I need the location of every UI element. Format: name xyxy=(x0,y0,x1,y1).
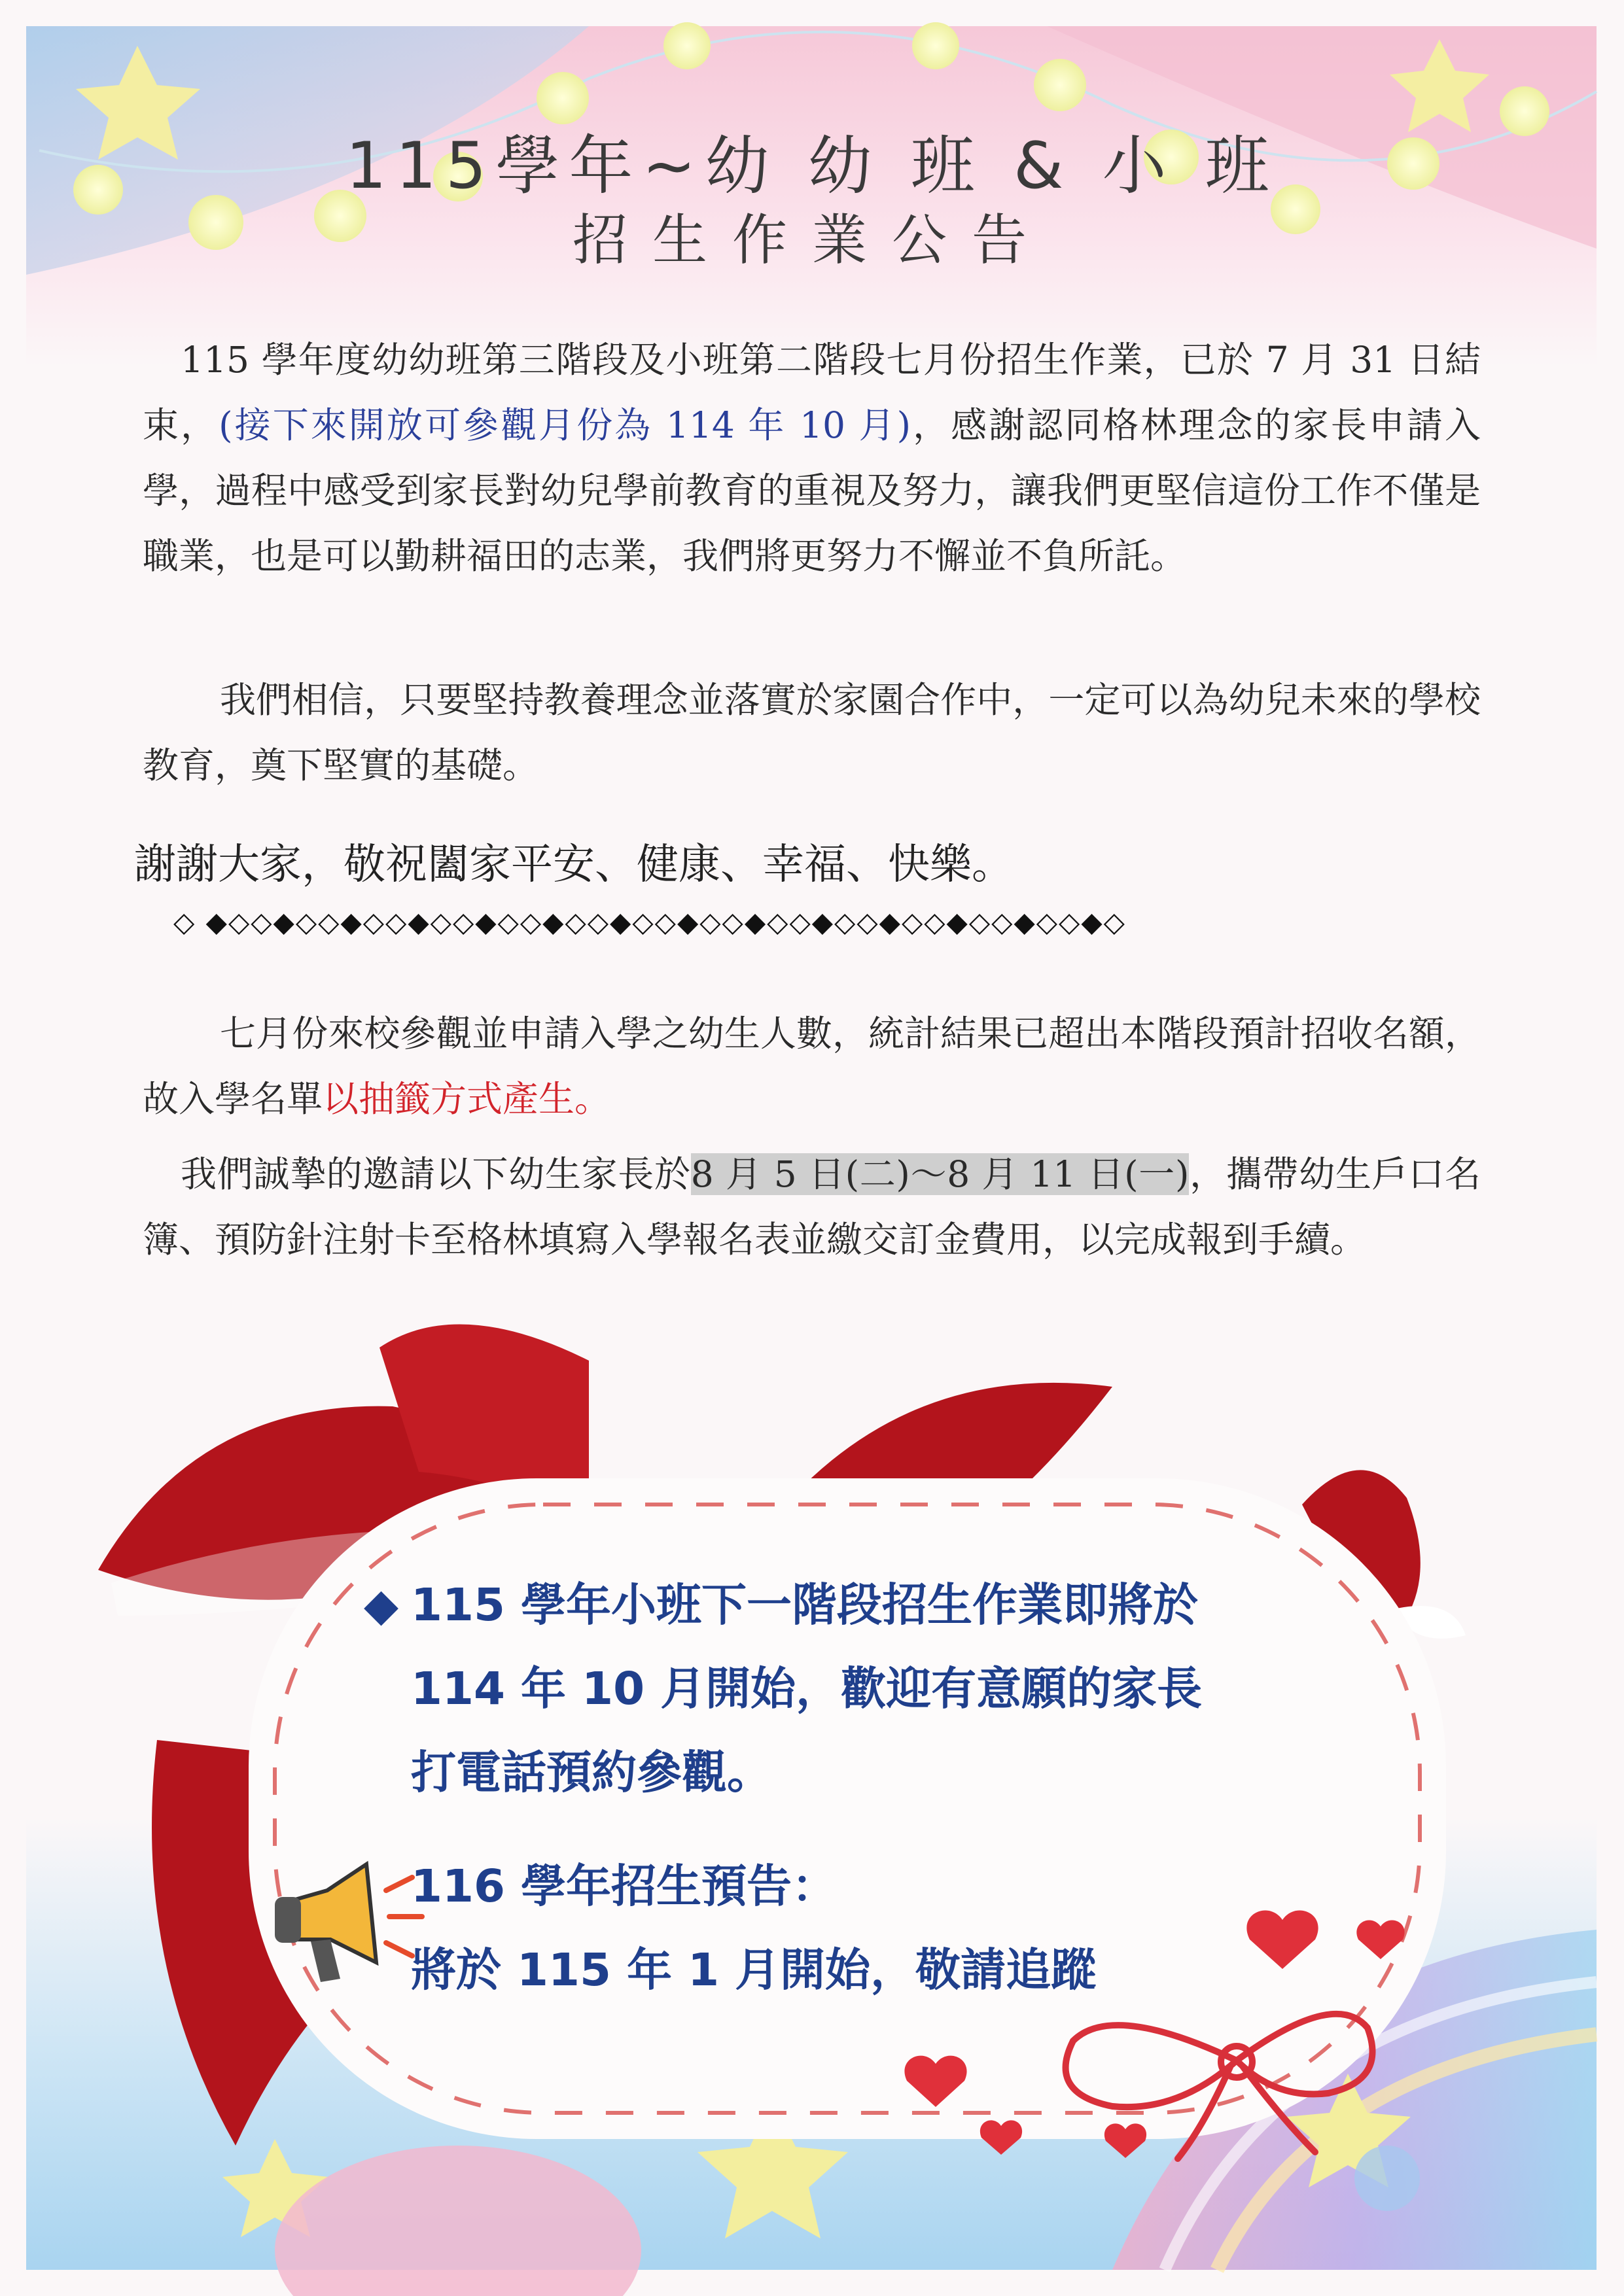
paragraph-lottery xyxy=(143,1001,1481,1132)
wishes-line: 謝謝大家，敬祝闔家平安、健康、幸福、快樂。 xyxy=(134,841,1014,889)
paragraph3-text: 七月份來校參觀並申請入學之幼生人數，統計結果已超出本階段預計招收名額，故入學名單 xyxy=(143,1013,1481,1120)
notice-item1-line1: 115 學年小班下一階段招生作業即將於 xyxy=(411,1579,1199,1631)
notice-item2-line2: 將於 115 年 1 月開始，敬請追蹤 xyxy=(411,1944,1097,1996)
notice-item-preview xyxy=(411,1845,1314,2012)
paragraph1-visit-note: (接下來開放可參觀月份為 114 年 10 月) xyxy=(219,404,911,446)
notice-item-next-stage xyxy=(364,1563,1314,1815)
diamond-divider: ◇ ◆◇◇◆◇◇◆◇◇◆◇◇◆◇◇◆◇◇◆◇◇◆◇◇◆◇◇◆◇◇◆◇◇◆◇◇◆◇◇◆◇ xyxy=(173,906,1126,938)
paragraph1-text-end: ，感謝認同格林理念的家長申請入學，過程中感受到家長對幼兒學前教育的重視及努力，讓我們更堅信這份工作不僅是職業，也是可以勤耕福田的志業，我們將更努力不懈並不負所託。 xyxy=(143,404,1481,577)
paragraph4-text-start: 我們誠摯的邀請以下幼生家長於 xyxy=(181,1153,691,1195)
page-subtitle: 招生作業公告 xyxy=(572,208,1051,272)
paragraph-belief: 我們相信，只要堅持教養理念並落實於家園合作中，一定可以為幼兒未來的學校教育，奠下堅實的基礎。 xyxy=(143,679,1481,786)
notice-item2-line1: 116 學年招生預告： xyxy=(411,1860,838,1913)
paragraph3-lottery-note: 以抽籤方式產生。 xyxy=(323,1078,611,1120)
notice-item1-line3: 打電話預約參觀。 xyxy=(411,1747,772,1799)
paragraph1-text-start: 115 學年度幼幼班第三階段及小班第二階段七月份招生作業，已於 7 月 31 日結束， xyxy=(143,339,1481,446)
paragraph-registration xyxy=(143,1141,1481,1272)
paragraph-closing-notice xyxy=(143,327,1481,589)
registration-dates: 8 月 5 日(二)～8 月 11 日(一) xyxy=(690,1153,1190,1195)
notice-item1-line2: 114 年 10 月開始，歡迎有意願的家長 xyxy=(411,1663,1203,1715)
paragraph4-text-end: ，攜帶幼生戶口名簿、預防針注射卡至格林填寫入學報名表並繳交訂金費用，以完成報到手續。 xyxy=(143,1153,1481,1261)
page-title: 115學年~幼 幼 班 & 小 班 xyxy=(345,129,1279,203)
diamond-bullet-icon: ◆ xyxy=(364,1579,399,1631)
